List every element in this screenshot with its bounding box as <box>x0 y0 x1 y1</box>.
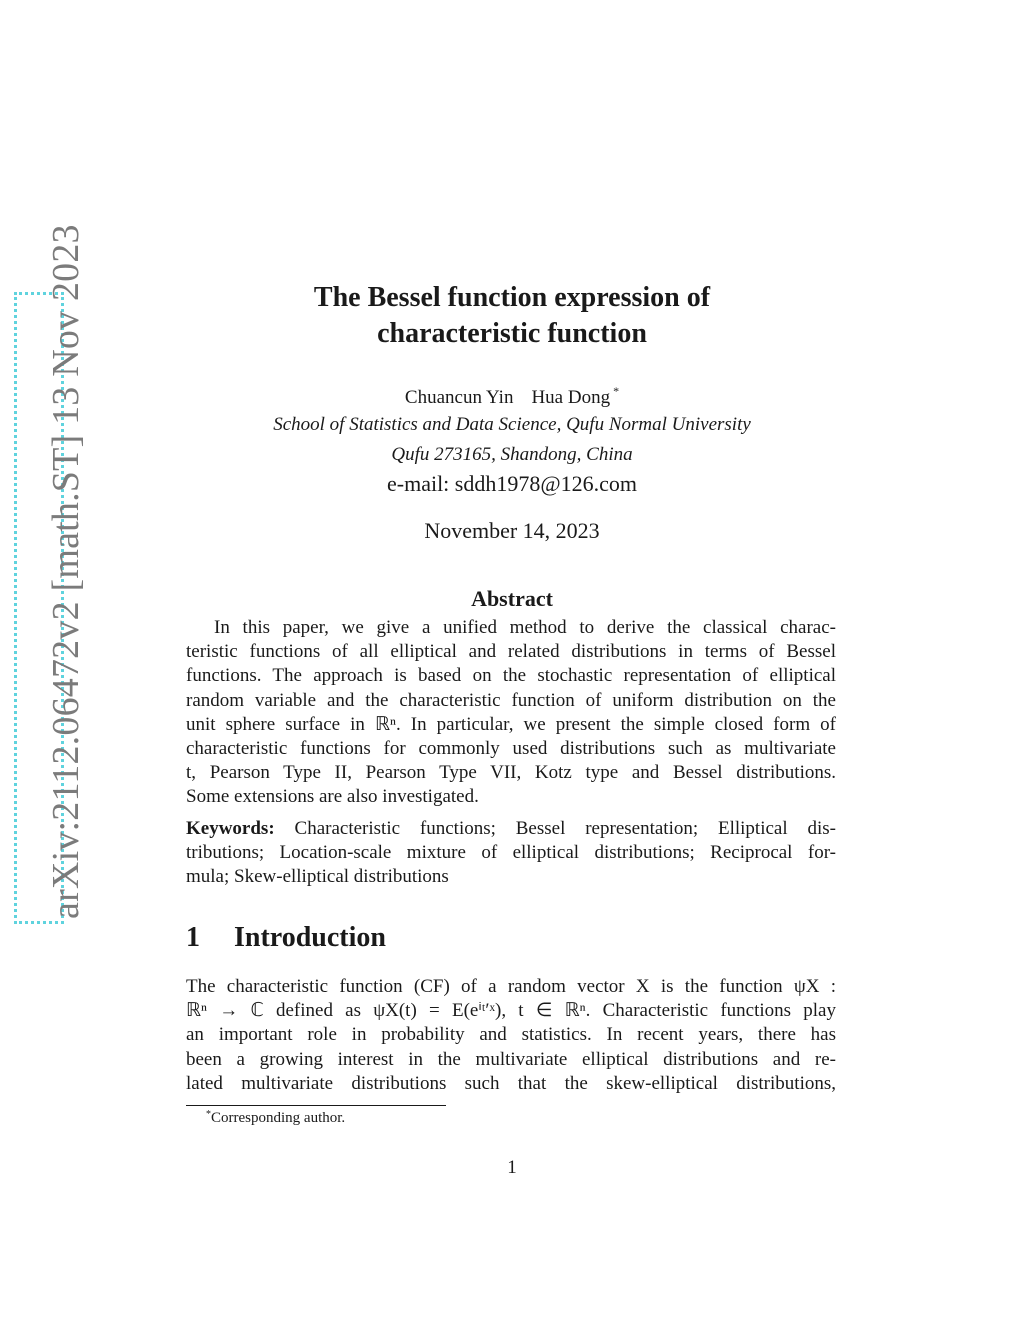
author-name: Chuancun Yin <box>404 387 514 408</box>
abstract-line: unit sphere surface in ℝⁿ. In particular, we present the simple closed form of <box>186 713 836 735</box>
author-name: Hua Dong <box>531 387 611 408</box>
intro-line: The characteristic function (CF) of a random vector X is the function ψX : <box>186 976 836 997</box>
publication-date: November 14, 2023 <box>424 518 600 543</box>
footnote-marker: * <box>613 384 620 398</box>
keywords-line <box>186 817 836 841</box>
abstract-line: teristic functions of all elliptical and related distributions in terms of Bessel <box>186 641 836 663</box>
footnote-mark: * <box>206 1109 211 1120</box>
keywords-label: Keywords: <box>186 818 275 839</box>
intro-line: lated multivariate distributions such that the skew-elliptical distributions, <box>186 1072 836 1094</box>
paper-title <box>0 280 1024 352</box>
affiliation-line-1: School of Statistics and Data Science, Qufu Normal University <box>273 414 751 435</box>
page-number: 1 <box>507 1157 517 1178</box>
intro-line: ℝⁿ → ℂ defined as ψX(t) = E(eⁱᵗ′ˣ), t ∈ ℝⁿ. Characteristic functions play <box>186 1000 836 1022</box>
arxiv-identifier: arXiv:2112.06472v2 [math.ST] 13 Nov 2023 <box>45 224 87 919</box>
footnote-rule <box>186 1105 446 1106</box>
section-heading <box>186 922 386 954</box>
intro-line: been a growing interest in the multivariate elliptical distributions and re- <box>186 1048 836 1070</box>
abstract-heading: Abstract <box>471 586 553 611</box>
keywords-line: mula; Skew-elliptical distributions <box>186 866 449 888</box>
title-line-2: characteristic function <box>377 318 647 349</box>
keywords-text: Characteristic functions; Bessel representation; Elliptical dis- <box>294 818 837 839</box>
abstract-line: t, Pearson Type II, Pearson Type VII, Kotz type and Bessel distributions. <box>186 762 836 784</box>
title-line-1: The Bessel function expression of <box>313 282 711 313</box>
affiliation-line-2: Qufu 273165, Shandong, China <box>391 444 633 465</box>
abstract-line: functions. The approach is based on the stochastic representation of elliptical <box>186 665 836 687</box>
footnote-text: Corresponding author. <box>211 1110 346 1126</box>
section-number: 1 <box>186 922 200 953</box>
intro-line: an important role in probability and statistics. In recent years, there has <box>186 1024 836 1046</box>
intro-paragraph <box>186 975 836 1096</box>
abstract-line: random variable and the characteristic function of uniform distribution on the <box>186 689 836 711</box>
author-list <box>0 384 1024 409</box>
abstract-body <box>186 616 836 810</box>
footnote <box>206 1109 345 1127</box>
abstract-line: Some extensions are also investigated. <box>186 786 479 808</box>
section-title: Introduction <box>234 922 386 953</box>
keywords-block <box>186 817 836 890</box>
contact-email: e-mail: sddh1978@126.com <box>386 471 637 496</box>
keywords-line: tributions; Location-scale mixture of elliptical distributions; Reciprocal for- <box>186 842 836 864</box>
abstract-line: characteristic functions for commonly used distributions such as multivariate <box>186 737 836 759</box>
abstract-line: In this paper, we give a unified method to derive the classical charac- <box>214 617 836 638</box>
